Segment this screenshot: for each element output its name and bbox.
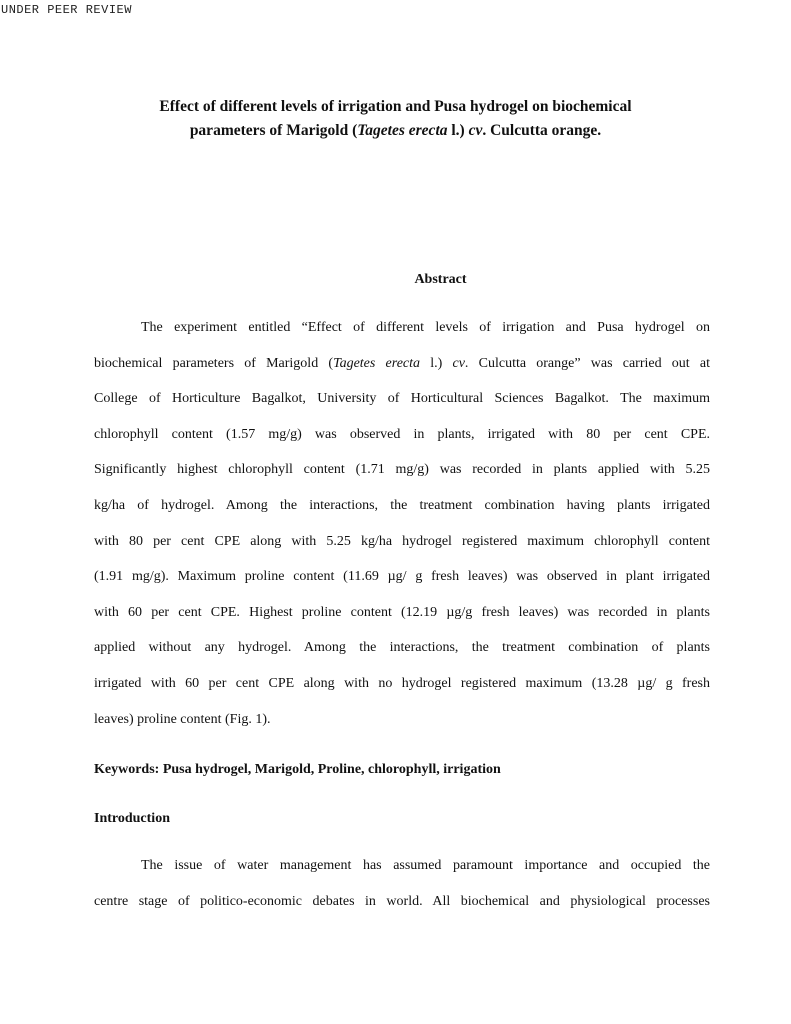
introduction-line: centre stage of politico-economic debates in world. All biochemical and physiological processes (94, 893, 710, 909)
abstract-line: with 60 per cent CPE. Highest proline content (12.19 µg/g fresh leaves) was recorded in plants (94, 604, 710, 620)
abstract-line: leaves) proline content (Fig. 1). (94, 711, 271, 727)
abstract-line: chlorophyll content (1.57 mg/g) was observed in plants, irrigated with 80 per cent CPE. (94, 426, 710, 442)
abstract-line: irrigated with 60 per cent CPE along with no hydrogel registered maximum (13.28 µg/ g fresh (94, 675, 710, 691)
abstract-line: biochemical parameters of Marigold (Tagetes erecta l.) cv. Culcutta orange” was carried out at (94, 355, 711, 371)
abstract-line: (1.91 mg/g). Maximum proline content (11.69 µg/ g fresh leaves) was observed in plant irrigated (94, 569, 710, 585)
abstract-line: The experiment entitled “Effect of different levels of irrigation and Pusa hydrogel on (141, 320, 710, 335)
introduction-line: The issue of water management has assumed paramount importance and occupied the (141, 858, 710, 873)
peer-review-watermark: UNDER PEER REVIEW (1, 3, 132, 17)
abstract-line: with 80 per cent CPE along with 5.25 kg/ha hydrogel registered maximum chlorophyll content (94, 533, 710, 549)
paper-title (60, 95, 731, 143)
keywords-line: Keywords: Pusa hydrogel, Marigold, Proline, chlorophyll, irrigation (94, 762, 501, 777)
introduction-heading: Introduction (94, 811, 170, 826)
introduction-paragraph (94, 848, 710, 919)
abstract-line: applied without any hydrogel. Among the interactions, the treatment combination of plants (94, 640, 710, 656)
abstract-line: kg/ha of hydrogel. Among the interactions, the treatment combination having plants irrigated (94, 497, 710, 513)
abstract-paragraph (94, 310, 710, 737)
abstract-line: College of Horticulture Bagalkot, University of Horticultural Sciences Bagalkot. The maximum (94, 391, 710, 407)
title-line-1: Effect of different levels of irrigation and Pusa hydrogel on biochemical (159, 98, 632, 115)
title-line-2: parameters of Marigold (Tagetes erecta l.) cv. Culcutta orange. (189, 122, 602, 139)
abstract-line: Significantly highest chlorophyll content (1.71 mg/g) was recorded in plants applied with 5.25 (94, 462, 710, 478)
abstract-heading: Abstract (414, 272, 467, 287)
